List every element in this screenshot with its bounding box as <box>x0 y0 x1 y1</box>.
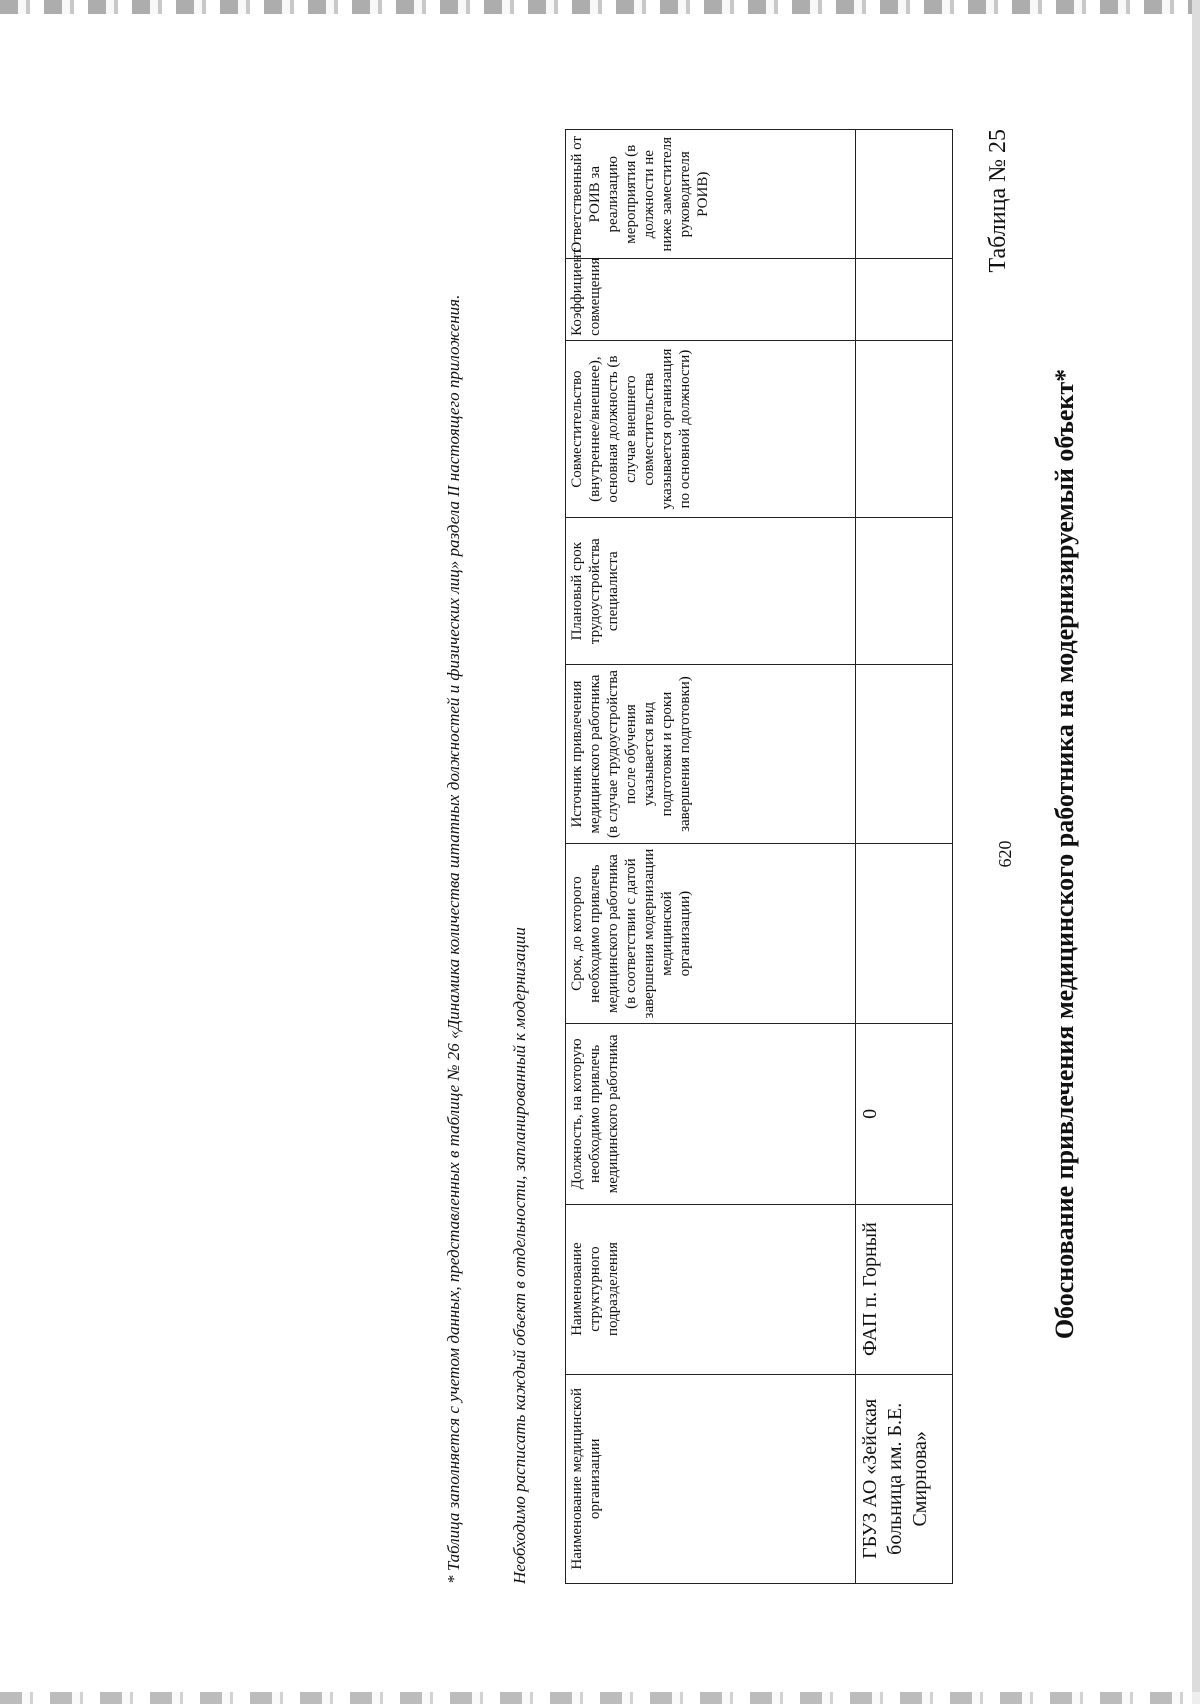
table-row <box>856 130 953 1584</box>
cell-subdivision: ФАП п. Горный <box>856 1204 953 1374</box>
note-each-object: Необходимо расписать каждый объект в отдельности, запланированный к модернизации <box>510 927 529 1584</box>
header-med-org: Наименование медицинской организации <box>566 1374 856 1583</box>
cell-deadline <box>856 843 953 1023</box>
header-position: Должность, на которую необходимо привлечь медицинского работника <box>566 1024 856 1204</box>
scan-edge-top <box>0 0 1200 14</box>
cell-planned-date <box>856 518 953 665</box>
scan-edge-right <box>1192 0 1200 1704</box>
page-title: Обоснование привлечения медицинского работника на модернизируемый объект* <box>1050 368 1079 1340</box>
page-number: 620 <box>995 840 1015 868</box>
staffing-table <box>565 129 953 1584</box>
cell-source <box>856 665 953 844</box>
cell-coefficient <box>856 259 953 340</box>
header-deadline: Срок, до которого необходимо привлечь медицинского работника (в соответствии с датой завершения модернизации медицинской организации) <box>566 843 856 1023</box>
header-planned-date: Плановый срок трудоустройства специалиста <box>566 518 856 665</box>
table-number: Таблица № 25 <box>985 129 1011 273</box>
table-header-row <box>566 130 856 1584</box>
cell-combination <box>856 340 953 517</box>
cell-med-org: ГБУЗ АО «Зейская больница им. Б.Е. Смирнова» <box>856 1374 953 1583</box>
scan-edge-bottom <box>0 1692 1200 1704</box>
header-responsible: Ответственный от РОИВ за реализацию мероприятия (в должности не ниже заместителя руководителя РОИВ) <box>566 130 856 259</box>
cell-position: 0 <box>856 1024 953 1204</box>
header-subdivision: Наименование структурного подразделения <box>566 1204 856 1374</box>
header-combination: Совместительство (внутреннее/внешнее), основная должность (в случае внешнего совместительства указывается организация по основной должности) <box>566 340 856 517</box>
rotated-page <box>50 54 1150 1654</box>
cell-responsible <box>856 130 953 259</box>
note-footnote: * Таблица заполняется с учетом данных, представленных в таблице № 26 «Динамика количества штатных должностей и физических лиц» раздела II настоящего приложения. <box>444 294 463 1584</box>
header-source: Источник привлечения медицинского работника (в случае трудоустройства после обучения указывается вид подготовки и сроки завершения подготовки) <box>566 665 856 844</box>
header-coefficient: Коэффициент совмещения <box>566 259 856 340</box>
